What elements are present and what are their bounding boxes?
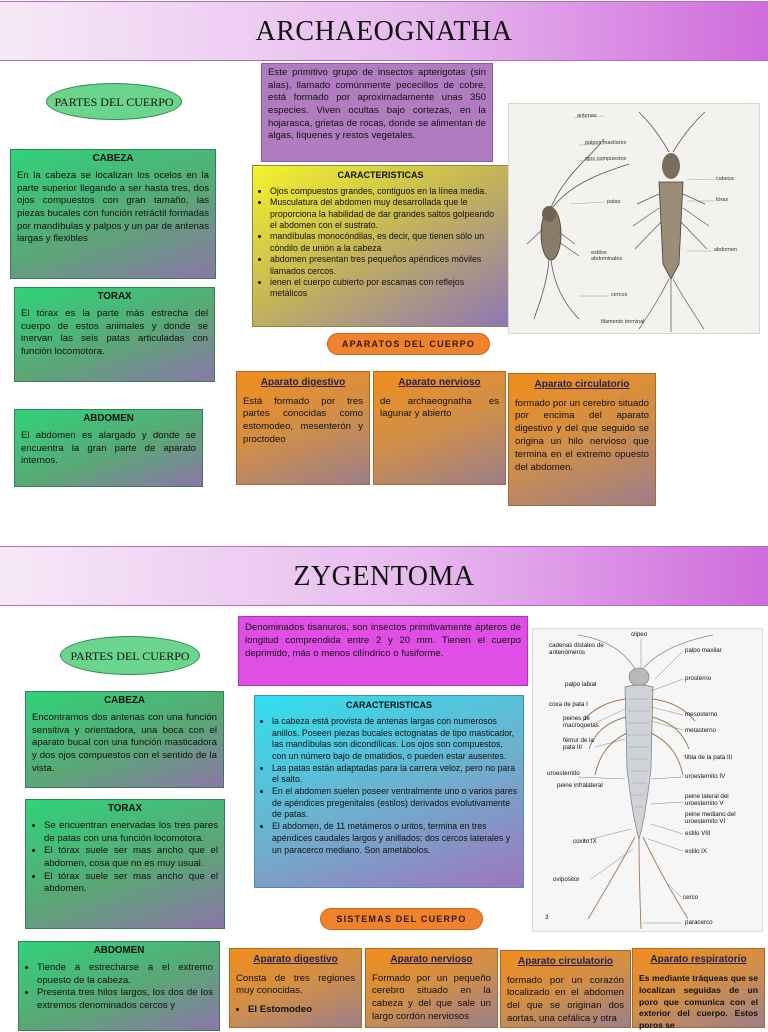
intro-text: Este primitivo grupo de insectos apterigotas (sin alas), llamado comúnmente pececillos de cobre, está formado por aproximadamente unas 350 especies. Viven ocultas bajo cortezas, en la hojarasca, grietas de rocas, donde se alimentan de algas, líquenes y restos vegetales. <box>268 67 486 142</box>
abdomen-item: • Presenta tres hilos largos, los dos de los extremos denominados cercos y <box>37 987 213 1012</box>
aparato-digestivo-box <box>229 948 362 1028</box>
aparato-circulatorio-box <box>500 950 631 1028</box>
respiratorio-text: Es mediante tráqueas que se localizan seguidas de un poro que comunica con el exterior del cuerpo. Estos poros se <box>639 972 758 1031</box>
fig-label: palpo labial <box>565 681 597 688</box>
caracteristicas-box <box>252 165 509 327</box>
digestivo-heading: Aparato digestivo <box>253 954 338 965</box>
fig-label: peine infralateral <box>557 782 603 789</box>
zygentoma-illustration <box>532 628 763 932</box>
fig-label: tibia de la pata III <box>685 754 733 761</box>
aparato-nervioso-box <box>373 371 506 485</box>
fig-label: tórax <box>716 197 729 203</box>
circulatorio-heading: Aparato circulatorio <box>517 956 614 967</box>
torax-text: El tórax es la parte más estrecha del cuerpo de estos animales y donde se inervan las seis patas articuladas con función locomotora. <box>21 307 208 357</box>
caracteristicas-box <box>254 695 524 888</box>
aparato-respiratorio-box <box>632 948 765 1031</box>
archaeognatha-title-bar <box>0 1 768 61</box>
torax-box <box>14 287 215 382</box>
cabeza-heading: CABEZA <box>92 153 134 164</box>
fig-label: metasterno <box>685 727 716 734</box>
fig-label: uroesternito IV <box>685 773 726 780</box>
torax-box <box>25 799 225 929</box>
fig-label: paracerco <box>685 919 713 926</box>
intro-box <box>238 616 528 686</box>
partes-label: PARTES DEL CUERPO <box>70 649 190 663</box>
fig-label: coxa de pata I <box>549 701 588 708</box>
cabeza-box <box>10 149 216 279</box>
fig-label: 3 <box>545 914 549 921</box>
digestivo-heading: Aparato digestivo <box>260 377 346 388</box>
nervioso-heading: Aparato nervioso <box>398 377 481 388</box>
page-title: ARCHAEOGNATHA <box>255 16 513 47</box>
aparato-nervioso-box <box>365 948 498 1028</box>
caracteristicas-list <box>259 186 502 300</box>
abdomen-item: • Tiende a estrecharse a el extremo opuesto de la cabeza. <box>37 962 213 987</box>
caracteristicas-heading: CARACTERISTICAS <box>345 700 432 710</box>
partes-del-cuerpo-oval <box>46 83 182 120</box>
fig-label: peines de macroquetas <box>563 715 599 729</box>
caracteristicas-heading: CARACTERISTICAS <box>337 170 424 180</box>
partes-del-cuerpo-oval <box>60 636 200 675</box>
partes-label: PARTES DEL CUERPO <box>54 95 174 109</box>
respiratorio-heading: Aparato respiratorio <box>650 954 747 965</box>
fig-label: estilo VIII <box>685 830 711 837</box>
aparato-circulatorio-box <box>508 373 656 506</box>
caracteristica-item: • ienen el cuerpo cubierto por escamas con reflejos metálicos <box>270 277 502 300</box>
caracteristica-item: • Las patas están adaptadas para la carrera veloz, pero no para el salto. <box>272 763 517 786</box>
nervioso-text: Formado por un pequeño cerebro situado en la cabeza y del que sale un largo cordón nerviosos <box>372 972 491 1023</box>
sistemas-label: SISTEMAS DEL CUERPO <box>336 914 467 924</box>
sistemas-del-cuerpo-pill <box>320 908 483 930</box>
torax-list <box>32 820 218 896</box>
abdomen-list <box>25 962 213 1013</box>
torax-heading: TORAX <box>107 803 143 814</box>
fig-label: cerco <box>683 894 699 901</box>
torax-item: • El tórax suele ser mas ancho que el abdomen. <box>44 871 218 896</box>
zygentoma-title-bar <box>0 546 768 606</box>
intro-text: Denominados tisanuros, son insectos primitivamente ápteros de longitud comprendida entre 2 y 20 mm. Tienen el cuerpo deprimido, más o menos cilíndrico o fusiforme. <box>245 622 521 660</box>
silverfish-photo <box>533 629 764 933</box>
fig-label: peine lateral del uroesternito V <box>685 793 729 807</box>
nervioso-heading: Aparato nervioso <box>390 954 473 965</box>
abdomen-heading: ABDOMEN <box>93 945 145 956</box>
circulatorio-text: formado por un cerebro situado por encima del aparato digestivo y del que seguido se origina un hilo nervioso que termina en el extremo opuesto del abdomen. <box>515 397 649 474</box>
cabeza-heading: CABEZA <box>104 695 145 706</box>
cabeza-box <box>25 691 224 788</box>
caracteristica-item: • Musculatura del abdomen muy desarrollada que le proporciona la habilidad de dar grandes saltos golpeando el abdomen con el sustrato. <box>270 197 502 231</box>
fig-label: cadenas distales de antenómeros <box>549 642 604 656</box>
abdomen-box <box>18 941 220 1031</box>
fig-label: filamento terminal <box>601 319 645 325</box>
caracteristica-item: • la cabeza está provista de antenas largas con numerosos anillos. Poseen piezas bucales ectognatas de tipo masticador, las mandíbulas son dicondílicas. Los ojos son compuestos, con un número bajo de omatidios, o pueden estar ausentes. <box>272 716 517 763</box>
archaeognatha-illustration <box>508 103 760 334</box>
fig-label: palpos maxilares <box>585 140 627 146</box>
abdomen-heading: ABDOMEN <box>83 413 134 424</box>
cabeza-text: En la cabeza se localizan los ocelos en la parte superior llegando a ser hasta tres, dos ojos compuestos con gran tamaño, las piezas bucales con función retráctil formadas por mandíbulas y palpos y un par de antenas largas y flexibles <box>17 169 210 245</box>
fig-label: estilo IX <box>685 848 708 855</box>
caracteristica-item: • El abdomen, de 11 metámeros o uritos, termina en tres apéndices caudales largos y anillados: dos cercos laterales y un paracerco mediano. Son ametábolos. <box>272 821 517 856</box>
torax-item: • El tórax suele ser mas ancho que el abdomen, cosa que no es muy usual. <box>44 845 218 870</box>
caracteristica-item: • mandíbulas monocóndilas, es decir, que tienen sólo un cóndilo de unión a la cabeza <box>270 231 502 254</box>
fig-label: ojos compuestos <box>585 156 627 162</box>
insect-drawing <box>509 104 761 335</box>
aparato-digestivo-box <box>236 371 370 485</box>
circulatorio-text: formado por un corazón localizado en el abdomen del que se originan dos aortas, una cefálica y otra <box>507 974 624 1025</box>
fig-label: cabeza <box>716 176 734 182</box>
fig-label: patas <box>607 199 621 205</box>
abdomen-text: El abdomen es alargado y donde se encuentra la gran parte de aparato internos. <box>21 429 196 467</box>
aparatos-del-cuerpo-pill <box>327 333 490 355</box>
fig-label: palpo maxilar <box>685 647 722 654</box>
fig-label: cercos <box>611 292 628 298</box>
digestivo-text: Consta de tres regiones muy conocidas. <box>236 972 355 997</box>
aparatos-label: APARATOS DEL CUERPO <box>341 339 476 349</box>
torax-heading: TORAX <box>97 291 132 302</box>
fig-label: coxito IX <box>573 838 597 845</box>
caracteristica-item: • abdomen presentan tres pequeños apéndices móviles llamados cercos. <box>270 254 502 277</box>
fig-label: peine mediano del uroesternito VI <box>685 811 736 825</box>
digestivo-item: • El Estomodeo <box>248 1004 355 1017</box>
abdomen-box <box>14 409 203 487</box>
fig-label: ovipositor <box>553 876 580 883</box>
torax-item: • Se encuentran enervadas los tres pares de patas con una función locomotora. <box>44 820 218 845</box>
intro-box <box>261 63 493 162</box>
fig-label: abdomen <box>714 247 737 253</box>
caracteristicas-list <box>261 716 517 856</box>
fig-label: antenas <box>577 113 597 119</box>
digestivo-text: Está formado por tres partes conocidas como estomodeo, mesenterón y proctodeo <box>243 395 363 446</box>
nervioso-text: de archaeognatha es lagunar y abierto <box>380 395 499 420</box>
fig-label: clipeo <box>631 631 648 638</box>
digestivo-list <box>236 1004 355 1017</box>
caracteristica-item: • Ojos compuestos grandes, contiguos en la línea media. <box>270 186 502 197</box>
cabeza-text: Encontramos dos antenas con una función sensitiva y orientadora, una boca con el aparato bucal con una función masticadora y dos ojos compuestos con el sentido de la vista. <box>32 711 217 774</box>
fig-label: uroesternito <box>547 770 580 777</box>
fig-label: prosterno <box>685 675 712 682</box>
section-title: ZYGENTOMA <box>293 561 475 592</box>
caracteristica-item: • En el abdomen suelen poseer ventralmente uno o varios pares de apéndices pregenitales (estilos) derivados evolutivamente de patas. <box>272 786 517 821</box>
fig-label: fémur de la pata III <box>563 737 594 751</box>
circulatorio-heading: Aparato circulatorio <box>534 379 630 390</box>
fig-label: estilos abdominales <box>591 250 623 262</box>
fig-label: mesosterno <box>685 711 718 718</box>
